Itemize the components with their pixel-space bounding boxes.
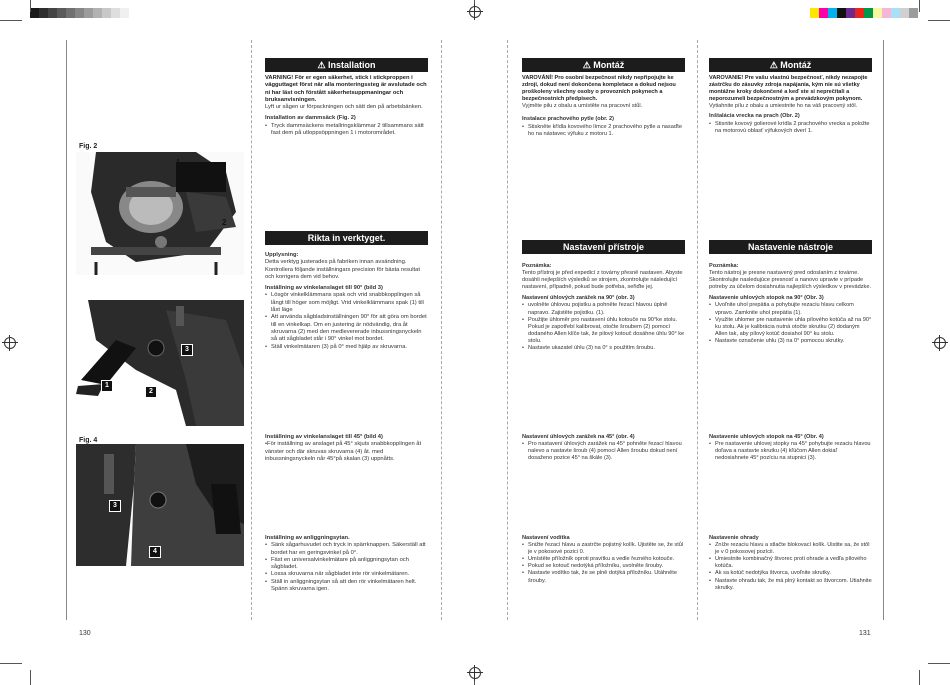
- color-swatch: [900, 8, 909, 18]
- crop-mark: [30, 670, 31, 685]
- list-item: • Nastavte vodítko tak, že se plně dotýká příložníku. Utáhněte šrouby.: [528, 570, 685, 584]
- sv-install-header: [265, 58, 428, 72]
- sk-unpack: Vytiahnite pílu z obalu a umiestnite ho na váš pracovný stôl.: [709, 103, 858, 110]
- color-swatch: [93, 8, 102, 18]
- sv-align-text: [265, 252, 428, 354]
- list-item: • Nastavte ukazatel úhlu (3) na 0° s použitím šroubu.: [528, 345, 685, 352]
- list-item: • Uvoľnite uhol prepätia a pohybujte rezaciu hlavu celkom vpravo. Zamknite uhol prepätia (1).: [715, 302, 872, 316]
- cs-note-title: Poznámka:: [522, 263, 552, 269]
- crop-mark: [928, 663, 950, 664]
- cs-unpack: Vyjměte pilu z obalu a umístěte na pracovní stůl.: [522, 103, 643, 110]
- sv-dust-title: Installation av dammsäck (Fig. 2): [265, 115, 356, 122]
- fig3-callout-3: 3: [181, 344, 193, 356]
- crop-mark: [0, 663, 22, 664]
- crop-mark: [928, 20, 950, 21]
- color-swatch: [864, 8, 873, 18]
- process-color-bar: [810, 8, 918, 18]
- sv-fence-title: Inställning av anliggningsytan.: [265, 535, 350, 541]
- grayscale-color-bar: [30, 8, 129, 18]
- list-item: • Ställ in anliggningsytan så att den rör vinkelmätaren helt. Spänn skruvarna igen.: [271, 579, 428, 594]
- cs-install-text: [522, 75, 685, 141]
- sk-dust-title: Inštalácia vrecka na prach (Obr. 2): [709, 113, 800, 120]
- sk-install-header: [709, 58, 872, 72]
- sk-s45-title: Nastavenie uhlových stopok na 45° (Obr. 4): [709, 434, 824, 440]
- list-item: • uvolněte úhlovou pojistku a pohněte řezací hlavou úplně napravo. Zajistěte pojistku. (1).: [528, 302, 685, 316]
- color-swatch: [39, 8, 48, 18]
- column-divider: [251, 40, 253, 620]
- sv-unpack: Lyft ur sågen ur förpackningen och sätt den på arbetsbänken.: [265, 104, 423, 111]
- fig3-callout-1: 1: [101, 380, 113, 392]
- sk-note-text: Tento nástroj je presne nastavený pred odoslaním z továrne. Skontrolujte nasledujúce presnosť a nanovo upravte v prípade potreby za účelom dosiahnutia najlepších výsledkov v prevádzke.: [709, 270, 871, 291]
- sv-align-header: Rikta in verktyget.: [265, 231, 428, 245]
- sk-note-title: Poznámka:: [709, 263, 739, 269]
- fig2-callout-1: 1: [176, 158, 181, 167]
- cs-align-header: Nastavení přístroje: [522, 240, 685, 254]
- list-item: • Nastavte označenie uhlu (3) na 0° pomocou skrutky.: [715, 338, 872, 345]
- fig4-callout-4: 4: [149, 546, 161, 558]
- margin-line: [883, 40, 884, 620]
- page-number-right: 131: [859, 630, 871, 637]
- color-swatch: [30, 8, 39, 18]
- list-item: • Att använda sågbladsinställningen 90° för att göra om bordet till en vinkelkap. Om en justering är nödvändig, dra åt skruvarna (2) med den medlevererade inbussningsnyckeln så att sågbladet står i 90° vinkel mot bordet.: [271, 314, 428, 343]
- sk-align-text: [709, 263, 872, 348]
- sv-s45-title: Inställning av vinkelanslaget till 45° (bild 4): [265, 434, 383, 440]
- list-item: • Pre nastavenie uhlovej stopky na 45° pohybujte rezaciu hlavou doľava a nastavte skrutku (4) kľúčom Allen dokiaľ nedosiahnete 45° pozíciu na stupnici (3).: [715, 441, 872, 462]
- page-number-left: 130: [79, 630, 91, 637]
- list-item: • Nastavte ohradu tak, že má plný kontakt so štvorcom. Utiahnite skrutky.: [715, 578, 872, 592]
- color-swatch: [837, 8, 846, 18]
- color-swatch: [57, 8, 66, 18]
- cs-install-header: [522, 58, 685, 72]
- color-swatch: [66, 8, 75, 18]
- sk-align-header: Nastavenie nástroje: [709, 240, 872, 254]
- fig2-label: Fig. 2: [79, 143, 98, 150]
- sv-warning: VARNING! För er egen säkerhet, stick i stickproppen i vägguttaget först när alla monteringssteg är avslutade och ni har läst och förstått säkerhetsuppmaningar och bruksanvisningen.: [265, 75, 427, 103]
- sk-fence-title: Nastavenie ohrady: [709, 535, 759, 541]
- cs-note-text: Tento přístroj je před expedicí z továrny přesně nastaven. Abyste dosáhli nejlepších výsledků se strojem, zkontrolujte následující nastavení, případně, pokud bude potřeba, seřiďte jej.: [522, 270, 683, 291]
- sv-s45-body: •För inställning av anslaget på 45° skjuts snabbkopplingen åt vänster och där skruvas skruvarna (4) åt. med inbussningsnyckeln når 45°på skalan (3) uppnåtts.: [265, 441, 422, 462]
- sk-s45-text: [709, 434, 872, 465]
- list-item: • Umístěte příložník oproti pravítku a vedle řezného kotouče.: [528, 556, 685, 563]
- color-swatch: [84, 8, 93, 18]
- cs-s45-text: [522, 434, 685, 465]
- sk-fence-text: [709, 535, 872, 595]
- sk-install-title: Montáž: [780, 60, 812, 70]
- cs-install-title: Montáž: [593, 60, 625, 70]
- color-swatch: [111, 8, 120, 18]
- list-item: • Lossa skruvarna när sågbladet inte rör vinkelmätaren.: [271, 571, 428, 578]
- registration-mark-icon: [469, 667, 481, 679]
- sk-warning: VAROVANIE! Pre vašu vlastnú bezpečnosť, nikdy nezapojte zástrčku do zásuvky zdroja napájania, kým nie sú všetky montážne kroky dokončené a keď ste si neprečítali a neporozumeli bezpečnostným a prevádzkovým pokynom.: [709, 75, 868, 103]
- warning-icon: ⚠: [769, 60, 778, 70]
- color-swatch: [873, 8, 882, 18]
- color-swatch: [819, 8, 828, 18]
- column-divider: [441, 40, 443, 620]
- sv-fence-text: [265, 535, 428, 596]
- cs-align-text: [522, 263, 685, 355]
- color-swatch: [102, 8, 111, 18]
- color-swatch: [891, 8, 900, 18]
- cs-s90-title: Nastavení úhlových zarážek na 90° (obr. 3): [522, 295, 635, 302]
- warning-icon: ⚠: [582, 60, 591, 70]
- cs-s45-title: Nastavení úhlových zarážek na 45° (obr. 4): [522, 434, 635, 440]
- list-item: • Pokud se kotouč nedotýká příložníku, uvolněte šrouby.: [528, 563, 685, 570]
- crop-mark: [30, 0, 31, 12]
- sv-note-text: Detta verktyg justerades på fabriken innan avsändning. Kontrollera följande inställningars precision för bästa resultat och korrigera dem vid behov.: [265, 259, 420, 280]
- column-divider: [697, 40, 699, 620]
- list-item: • Zníže rezaciu hlavu a stlačte blokovací kolík. Uistite sa, že stôl je v 0 pokosovej pozícii.: [715, 542, 872, 556]
- sv-note-title: Upplysning:: [265, 252, 299, 258]
- fig3-callout-2: 2: [145, 386, 157, 398]
- crop-mark: [0, 20, 22, 21]
- registration-mark-icon: [934, 337, 946, 349]
- fig3-image: [76, 300, 244, 426]
- color-swatch: [882, 8, 891, 18]
- sv-s45-text: [265, 434, 428, 466]
- fig4-label: Fig. 4: [79, 437, 98, 444]
- sk-dust-item: • Stisnite kovový golierové krídla 2 prachového vrecka a položte na motorovú oblasť výfukových dverí 1.: [715, 121, 872, 135]
- list-item: • Využite uhlomer pre nastavenie uhla pílového kotúča až na 90° ku stolu. Ak je kalibrácia nutná otočte skrutku (2) dodaným Allen tak, aby pílový kotúč dosiahol 90° ku stolu.: [715, 317, 872, 338]
- list-item: • Snižte řezací hlavu a zastrčte pojistný kolík. Ujistěte se, že stůl je v pokosové pozici 0.: [528, 542, 685, 556]
- fig4-callout-3: 3: [109, 500, 121, 512]
- list-item: • Ställ vinkelmätaren (3) på 0° med hjälp av skruvarna.: [271, 344, 428, 351]
- sv-install-text: [265, 75, 428, 140]
- sk-s90-title: Nastavenie uhlových stopok na 90° (Obr. 3): [709, 295, 824, 302]
- color-swatch: [75, 8, 84, 18]
- cs-dust-item: • Stiskněte křídla kovového límce 2 prachového pytle a nasaďte ho na nástavec výfuku z motoru 1.: [528, 124, 685, 138]
- color-swatch: [828, 8, 837, 18]
- cs-warning: VAROVÁNÍ! Pro osobní bezpečnost nikdy nepřipojujte ke zdroji, dokud není dokončena kompletace a dokud nejsou proškoleny všechny osoby o provozních pokynech a bezpečnostních předpisech.: [522, 75, 676, 103]
- list-item: • Lösgör vinkelklämmans spak och vrid snabbkopplingen så långt till höger som möjligt. Vrid vinkelklämmans spak (1) till låst läge: [271, 292, 428, 314]
- cs-fence-title: Nastavení vodítka: [522, 535, 570, 541]
- sv-s90-title: Inställning av vinkelanslaget till 90° (bild 3): [265, 285, 383, 292]
- angle-lever-illustration: [76, 300, 244, 426]
- fig2-callout-2: 2: [222, 218, 227, 227]
- list-item: • Umiestnite kombinačný štvorec proti ohrade a vedľa pílového kotúča.: [715, 556, 872, 570]
- list-item: • Pro nastavení úhlových zarážek na 45° pohněte řezací hlavou nalevo a nastavte šroub (4) pomocí Allen šroubu dokud není dosaženo pozice 45° na škále (3).: [528, 441, 685, 462]
- crop-mark: [919, 0, 920, 12]
- color-swatch: [48, 8, 57, 18]
- list-item: • Fäst en universalvinkelmätare på anliggningsytan och sågbladet.: [271, 557, 428, 572]
- list-item: • Sänk sågarhuvudet och tryck in spärrknappen. Säkerställ att bordet har en geringsvinkel på 0°.: [271, 542, 428, 557]
- color-swatch: [909, 8, 918, 18]
- list-item: • Použijte úhloměr pro nastavení úhlu kotouče na 90°ke stolu. Pokud je zapotřebí kalibrovat, otočte šroubem (2) pomocí dodaného Allen klíče tak, že pilový kotouč dosáhne úhlu 90° ke stolu.: [528, 317, 685, 345]
- margin-line: [66, 40, 67, 620]
- registration-mark-icon: [469, 6, 481, 18]
- color-swatch: [120, 8, 129, 18]
- warning-icon: ⚠: [317, 60, 326, 70]
- cs-fence-text: [522, 535, 685, 588]
- color-swatch: [810, 8, 819, 18]
- fig2-image: [76, 152, 244, 275]
- list-item: • Ak sa kotúč nedotýka štvorca, uvoľnite skrutky.: [715, 570, 872, 577]
- cs-dust-title: Instalace prachového pytle (obr. 2): [522, 116, 615, 123]
- sv-dust-item: • Tryck dammsäckens metallringsklämmar 2 tillsammans sätt fast dem på utloppsöppningen 1 i motorområdet.: [271, 123, 428, 138]
- sv-install-title: Installation: [328, 60, 376, 70]
- sk-install-text: [709, 75, 872, 138]
- color-swatch: [846, 8, 855, 18]
- saw-motor-illustration: [76, 152, 244, 275]
- color-swatch: [855, 8, 864, 18]
- crop-mark: [919, 670, 920, 685]
- column-divider: [507, 40, 509, 620]
- registration-mark-icon: [4, 337, 16, 349]
